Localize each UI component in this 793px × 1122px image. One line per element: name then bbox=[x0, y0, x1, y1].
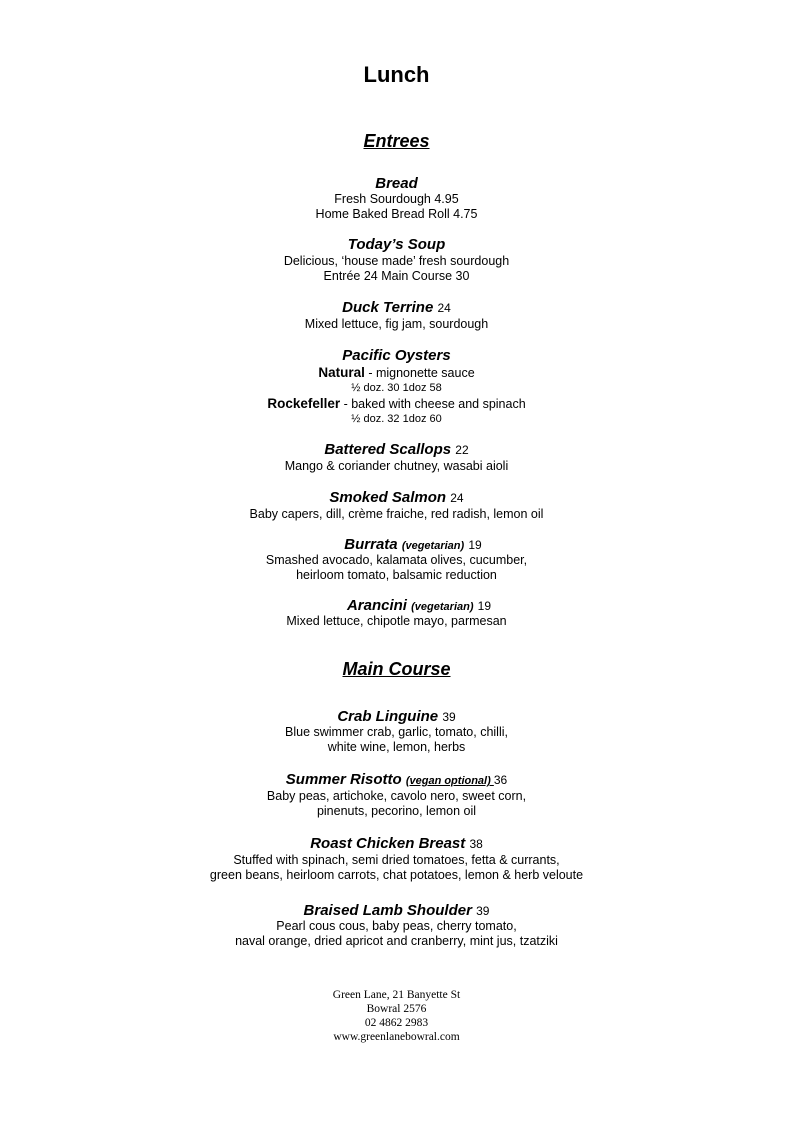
dish-item-chicken bbox=[0, 836, 793, 851]
dish-item-risotto bbox=[0, 772, 793, 787]
dish-price: 24 bbox=[437, 301, 451, 315]
dish-desc: Home Baked Bread Roll 4.75 bbox=[315, 207, 478, 221]
dish-desc: naval orange, dried apricot and cranberry, mint jus, tzatziki bbox=[235, 934, 558, 948]
dish-price: 39 bbox=[442, 710, 456, 724]
dish-desc: white wine, lemon, herbs bbox=[327, 740, 466, 754]
dish-item-arancini bbox=[0, 598, 793, 613]
dish-price: 39 bbox=[476, 904, 490, 918]
dish-item-salmon bbox=[0, 490, 793, 505]
dish-desc: Blue swimmer crab, garlic, tomato, chilli, bbox=[285, 725, 508, 739]
footer-website: www.greenlanebowral.com bbox=[333, 1031, 460, 1043]
dish-desc: Smashed avocado, kalamata olives, cucumber, bbox=[265, 553, 528, 567]
dish-price: 24 bbox=[450, 491, 464, 505]
dish-name: Summer Risotto bbox=[285, 771, 402, 788]
dish-desc: Mixed lettuce, chipotle mayo, parmesan bbox=[286, 614, 507, 628]
option-prices: ½ doz. 30 1doz 58 bbox=[351, 382, 442, 394]
option-label: Natural bbox=[318, 365, 365, 380]
dish-desc: Baby capers, dill, crème fraiche, red radish, lemon oil bbox=[249, 507, 544, 521]
dish-tag: (vegan optional) bbox=[405, 775, 494, 787]
option-desc: - mignonette sauce bbox=[364, 366, 475, 380]
dish-price: 36 bbox=[493, 773, 508, 787]
dish-name: Smoked Salmon bbox=[329, 489, 447, 506]
dish-item-duck bbox=[0, 300, 793, 315]
dish-name: Arancini bbox=[346, 597, 407, 614]
dish-desc: Fresh Sourdough 4.95 bbox=[334, 192, 459, 206]
section-heading-entrees: Entrees bbox=[363, 131, 430, 151]
dish-desc: Mango & coriander chutney, wasabi aioli bbox=[284, 459, 509, 473]
oyster-option-rockefeller bbox=[0, 397, 793, 411]
dish-name-soup: Today’s Soup bbox=[347, 236, 446, 253]
dish-name-bread: Bread bbox=[375, 175, 418, 192]
dish-price: 19 bbox=[477, 599, 492, 613]
dish-name: Duck Terrine bbox=[342, 299, 434, 316]
dish-name: Braised Lamb Shoulder bbox=[303, 902, 472, 919]
footer-phone: 02 4862 2983 bbox=[364, 1017, 429, 1029]
dish-name-oysters: Pacific Oysters bbox=[342, 347, 451, 364]
dish-desc: pinenuts, pecorino, lemon oil bbox=[316, 804, 477, 818]
dish-desc: Pearl cous cous, baby peas, cherry tomato, bbox=[276, 919, 517, 933]
dish-desc: Delicious, ‘house made’ fresh sourdough bbox=[283, 254, 510, 268]
dish-name: Roast Chicken Breast bbox=[310, 835, 466, 852]
dish-item-lamb bbox=[0, 903, 793, 918]
dish-name: Battered Scallops bbox=[324, 441, 452, 458]
dish-price: 38 bbox=[469, 837, 483, 851]
dish-desc: Entrée 24 Main Course 30 bbox=[323, 269, 470, 283]
oyster-option-natural bbox=[0, 366, 793, 380]
footer-town: Bowral 2576 bbox=[366, 1003, 427, 1015]
dish-price: 19 bbox=[468, 538, 482, 552]
dish-desc: Baby peas, artichoke, cavolo nero, sweet corn, bbox=[266, 789, 527, 803]
option-prices: ½ doz. 32 1doz 60 bbox=[351, 413, 442, 425]
dish-item-burrata bbox=[0, 537, 793, 552]
dish-tag: (vegetarian) bbox=[401, 540, 465, 552]
footer-address: Green Lane, 21 Banyette St bbox=[332, 989, 461, 1001]
option-desc: - baked with cheese and spinach bbox=[340, 397, 526, 411]
dish-name: Crab Linguine bbox=[337, 708, 439, 725]
dish-name: Burrata bbox=[344, 536, 398, 553]
dish-price: 22 bbox=[455, 443, 469, 457]
dish-desc: green beans, heirloom carrots, chat potatoes, lemon & herb veloute bbox=[209, 868, 584, 882]
page-title: Lunch bbox=[363, 62, 430, 87]
dish-desc: Mixed lettuce, fig jam, sourdough bbox=[304, 317, 489, 331]
dish-tag: (vegetarian) bbox=[411, 601, 474, 613]
dish-item-scallops bbox=[0, 442, 793, 457]
option-label: Rockefeller bbox=[267, 396, 341, 411]
dish-desc: heirloom tomato, balsamic reduction bbox=[296, 568, 497, 582]
dish-desc: Stuffed with spinach, semi dried tomatoes, fetta & currants, bbox=[233, 853, 560, 867]
section-heading-main-course: Main Course bbox=[342, 659, 451, 679]
dish-item-crab bbox=[0, 709, 793, 724]
